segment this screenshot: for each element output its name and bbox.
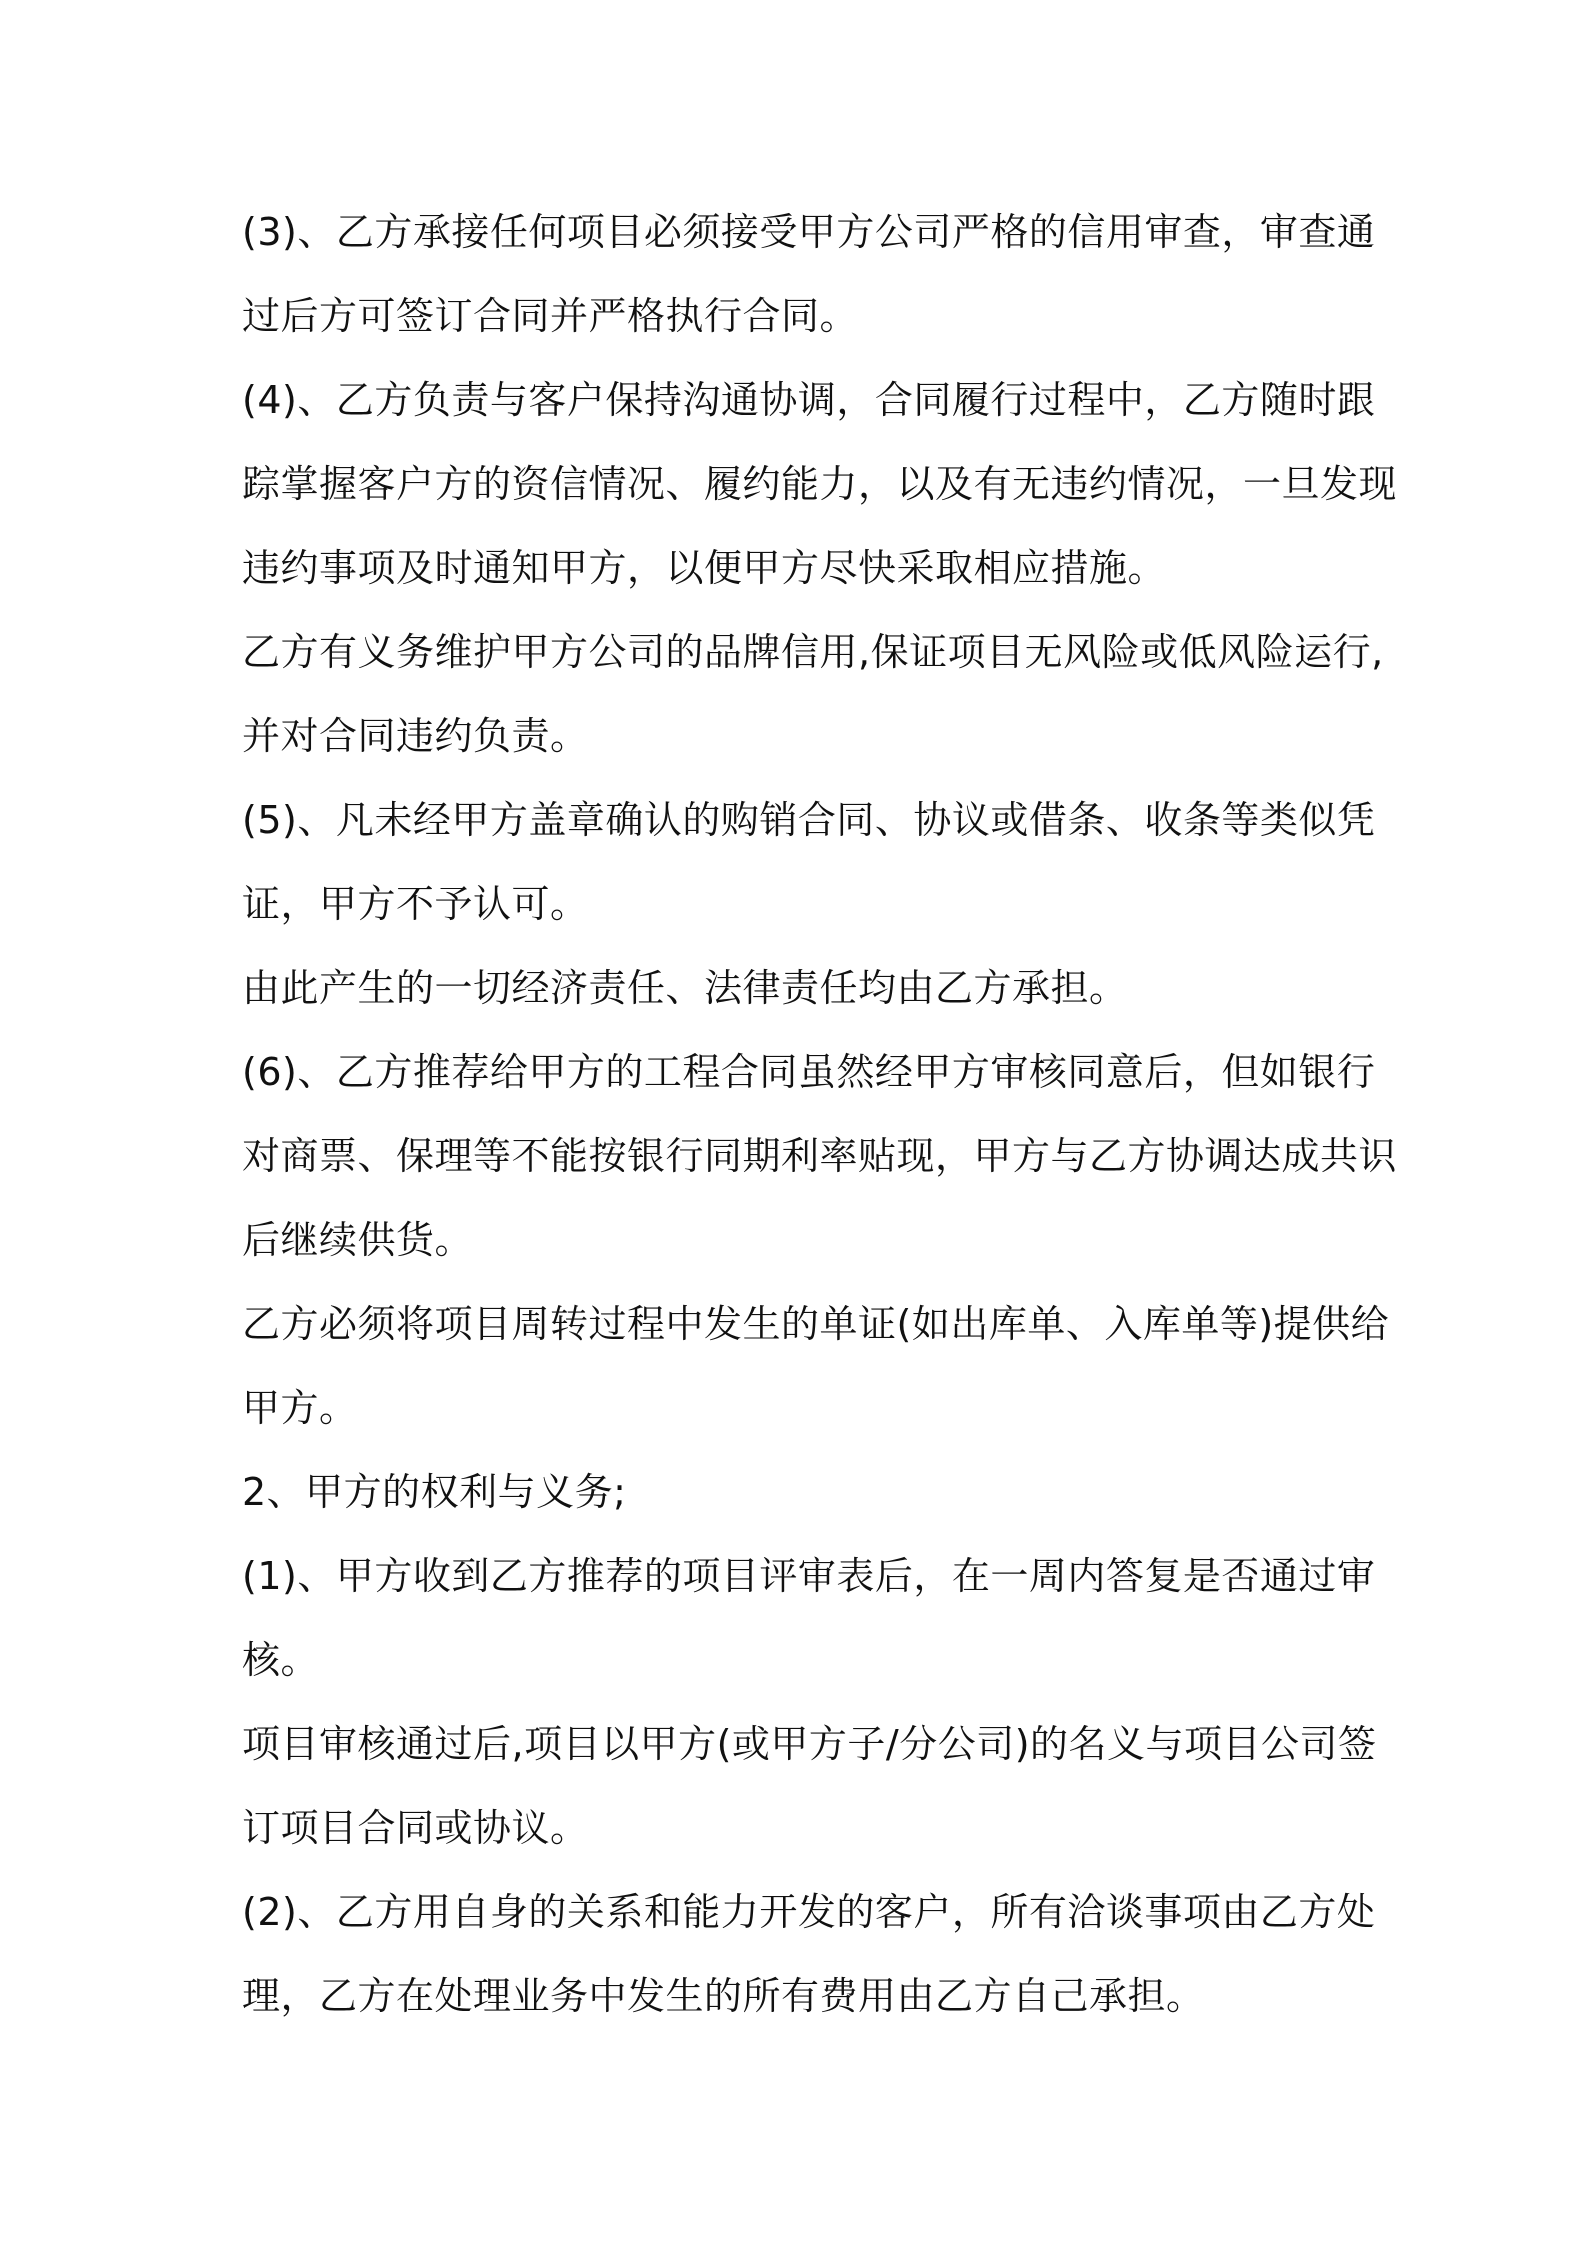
document-body (242, 190, 1398, 2038)
text-line: (4)、乙方负责与客户保持沟通协调，合同履行过程中，乙方随时跟 (242, 378, 1376, 422)
text-line: 订项目合同或协议。 (242, 1806, 589, 1850)
text-line: (1)、甲方收到乙方推荐的项目评审表后，在一周内答复是否通过审 (242, 1554, 1376, 1598)
text-line: 甲方。 (242, 1386, 358, 1430)
text-line: 过后方可签订合同并严格执行合同。 (242, 294, 859, 338)
section-heading: 2、甲方的权利与义务; (242, 1470, 627, 1514)
text-line: 项目审核通过后,项目以甲方(或甲方子/分公司)的名义与项目公司签 (242, 1722, 1377, 1766)
text-line: 乙方必须将项目周转过程中发生的单证(如出库单、入库单等)提供给 (242, 1302, 1390, 1346)
text-line: 乙方有义务维护甲方公司的品牌信用,保证项目无风险或低风险运行, (242, 630, 1384, 674)
text-line: (3)、乙方承接任何项目必须接受甲方公司严格的信用审查，审查通 (242, 210, 1376, 254)
text-line: 理，乙方在处理业务中发生的所有费用由乙方自己承担。 (242, 1974, 1205, 2018)
text-line: 踪掌握客户方的资信情况、履约能力，以及有无违约情况，一旦发现 (242, 462, 1398, 506)
text-line: 违约事项及时通知甲方，以便甲方尽快采取相应措施。 (242, 546, 1167, 590)
text-line: 由此产生的一切经济责任、法律责任均由乙方承担。 (242, 966, 1128, 1010)
text-line: 核。 (242, 1638, 320, 1682)
text-line: (6)、乙方推荐给甲方的工程合同虽然经甲方审核同意后，但如银行 (242, 1050, 1376, 1094)
text-line: 后继续供货。 (242, 1218, 474, 1262)
text-line: 对商票、保理等不能按银行同期利率贴现，甲方与乙方协调达成共识 (242, 1134, 1398, 1178)
text-line: (2)、乙方用自身的关系和能力开发的客户，所有洽谈事项由乙方处 (242, 1890, 1376, 1934)
text-line: (5)、凡未经甲方盖章确认的购销合同、协议或借条、收条等类似凭 (242, 798, 1376, 842)
text-line: 并对合同违约负责。 (242, 714, 589, 758)
text-line: 证，甲方不予认可。 (242, 882, 589, 926)
